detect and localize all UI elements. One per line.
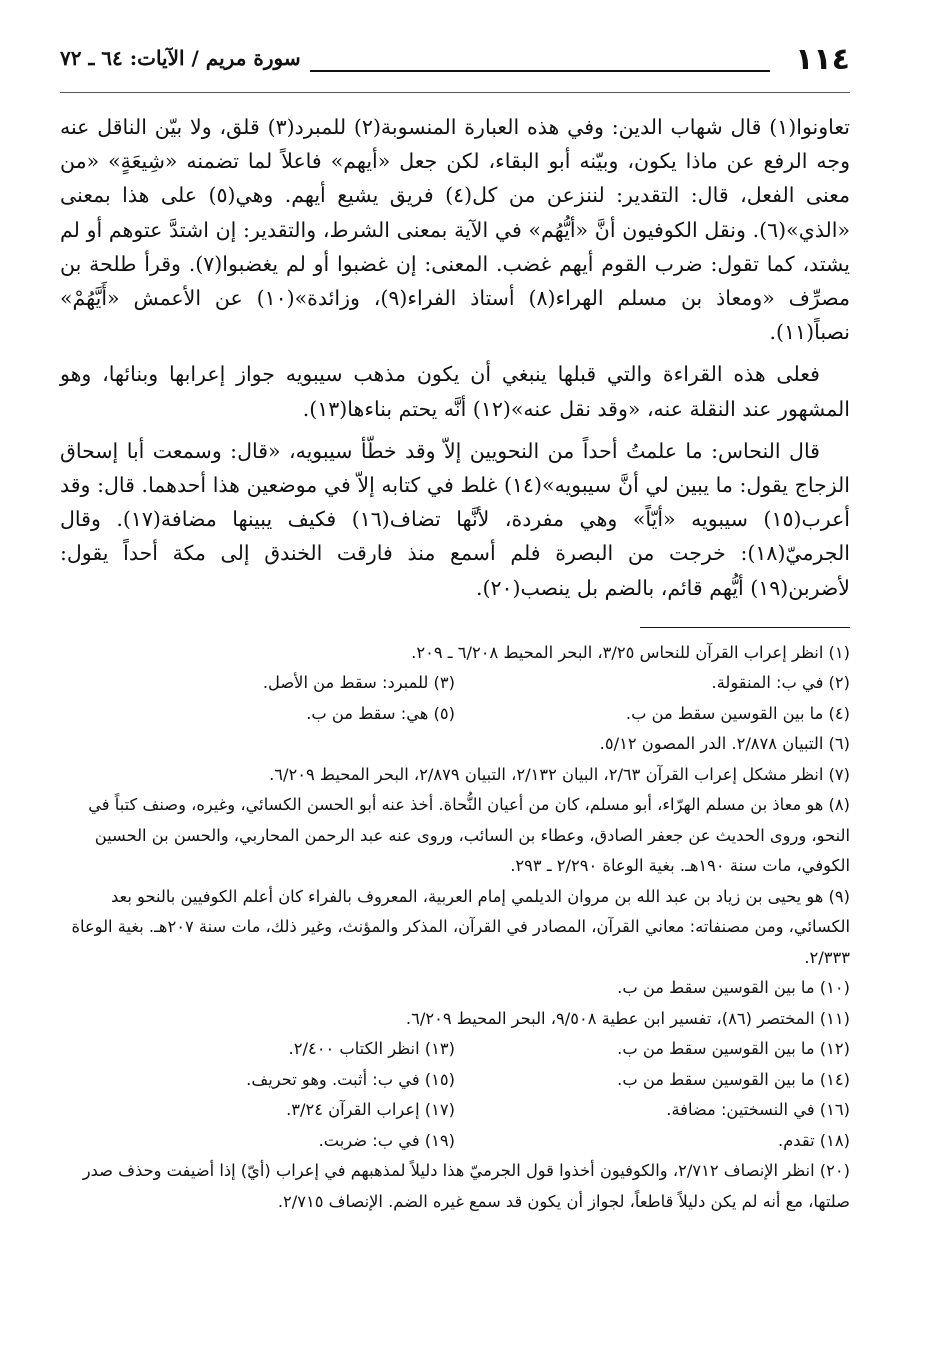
footnote: (٥) هي: سقط من ب. xyxy=(306,703,455,723)
footnote: (١٧) إعراب القرآن ٣/٢٤. xyxy=(286,1100,455,1120)
footnote: (١١) المختصر (٨٦)، تفسير ابن عطية ٩/٥٠٨، البحر المحيط ٦/٢٠٩. xyxy=(405,1008,850,1028)
footnote-row xyxy=(60,1034,850,1065)
paragraph: قال النحاس: ما علمتُ أحداً من النحويين إلاّ وقد خطّأ سيبويه، «قال: وسمعت أبا إسحاق الزجاج يقول: ما يبين لي أنَّ سيبويه»(١٤) غلط في كتابه إلاّ في موضعين هذا أحدهما. قال: وقد أعرب(١٥) سيبويه «أيّاً» وهي مفردة، لأنَّها تضاف(١٦) فكيف يبينها مضافة(١٧). وقال الجرميّ(١٨): خرجت من البصرة فلم أسمع منذ فارقت الخندق إلى مكة أحداً يقول: لأضربن(١٩) أيُّهم قائم، بالضم بل ينصب(٢٠). xyxy=(60,438,851,600)
footnote-row xyxy=(60,1095,850,1126)
page-number: ١١٤ xyxy=(795,42,850,77)
footnote: (٨) هو معاذ بن مسلم الهرّاء، أبو مسلم، كان من أعيان النُّحاة. أخذ عنه أبو الحسن الكسائي، وغيره، وصنف كتباً في النحو، وروى الحديث عن جعفر الصادق، وعطاء بن السائب، وروى عنه عبد الرحمن المحاربي، والحسن بن الحسين الكوفي، مات سنة ١٩٠هـ. بغية الوعاة ٢/٢٩٠ ـ ٢٩٣. xyxy=(88,795,850,876)
footnote: (١) انظر إعراب القرآن للنحاس ٣/٢٥، البحر المحيط ٦/٢٠٨ ـ ٢٠٩. xyxy=(411,642,850,662)
page xyxy=(60,40,850,1217)
footnote-row xyxy=(60,668,850,699)
footnotes xyxy=(60,638,850,1218)
footnote-separator xyxy=(640,627,850,628)
footnote: (١٣) انظر الكتاب ٢/٤٠٠. xyxy=(288,1039,455,1059)
footnote: (١٠) ما بين القوسين سقط من ب. xyxy=(617,978,850,998)
footnote: (٦) التبيان ٢/٨٧٨. الدر المصون ٥/١٢. xyxy=(599,734,850,754)
paragraph: تعاونوا(١) قال شهاب الدين: وفي هذه العبارة المنسوبة(٢) للمبرد(٣) قلق، ولا بيّن الناقل عنه وجه الرفع عن ماذا يكون، وبيّنه أبو البقاء، لكن جعل «أيهم» فاعلاً لما تضمنه «شِيعَةٍ» «من معنى الفعل، قال: التقدير: لننزعن من كل(٤) فريق يشيع أيهم. وهي(٥) على هذا بمعنى «الذي»(٦). ونقل الكوفيون أنَّ «أيُّهُم» في الآية بمعنى الشرط، والتقدير: إن اشتدَّ عتوهم أو لم يشتد، كما تقول: ضرب القوم أيهم غضب. المعنى: إن غضبوا أو لم يغضبوا(٧). وقرأ طلحة بن مصرِّف «ومعاذ بن مسلم الهراء(٨) أستاذ الفراء(٩)، وزائدة»(١٠) عن الأعمش «أَيَّهُمْ» نصباً(١١). xyxy=(60,115,851,345)
page-header xyxy=(60,40,850,84)
header-divider xyxy=(60,92,850,93)
footnote: (١٢) ما بين القوسين سقط من ب. xyxy=(617,1039,850,1059)
footnote: (١٥) في ب: أثبت. وهو تحريف. xyxy=(246,1069,455,1089)
footnote: (٧) انظر مشكل إعراب القرآن ٢/٦٣، البيان ٢/١٣٢، التبيان ٢/٨٧٩، البحر المحيط ٦/٢٠٩. xyxy=(269,764,850,784)
footnote: (٢٠) انظر الإنصاف ٢/٧١٢، والكوفيون أخذوا قول الجرميّ هذا دليلاً لمذهبهم في إعراب (أيّ) إذا أضيفت وحذف صدر صلتها، مع أنه لم يكن دليلاً قاطعاً، لجواز أن يكون قد سمع غيره الضم. الإنصاف ٢/٧١٥. xyxy=(82,1161,850,1211)
main-text xyxy=(60,110,850,605)
running-title: سورة مريم / الآيات: ٦٤ ـ ٧٢ xyxy=(60,46,301,70)
footnote: (١٨) تقدم. xyxy=(778,1130,850,1150)
footnote: (١٩) في ب: ضربت. xyxy=(318,1130,455,1150)
footnote-row xyxy=(60,1126,850,1157)
footnote: (٢) في ب: المنقولة. xyxy=(711,673,850,693)
header-rule xyxy=(310,70,770,72)
footnote: (٣) للمبرد: سقط من الأصل. xyxy=(262,673,455,693)
footnote: (١٦) في النسختين: مضافة. xyxy=(666,1100,850,1120)
footnote-row xyxy=(60,1065,850,1096)
footnote: (١٤) ما بين القوسين سقط من ب. xyxy=(617,1069,850,1089)
footnote: (٤) ما بين القوسين سقط من ب. xyxy=(625,703,850,723)
footnote: (٩) هو يحيى بن زياد بن عبد الله بن مروان الديلمي إمام العربية، المعروف بالفراء كان أعلم الكوفيين بالنحو بعد الكسائي، ومن مصنفاته: معاني القرآن، المصادر في القرآن، المذكر والمؤنث، وغير ذلك، مات سنة ٢٠٧هـ. بغية الوعاة ٢/٣٣٣. xyxy=(71,886,850,967)
footnote-row xyxy=(60,699,850,730)
paragraph: فعلى هذه القراءة والتي قبلها ينبغي أن يكون مذهب سيبويه جواز إعرابها وبنائها، وهو المشهور عند النقلة عنه، «وقد نقل عنه»(١٢) أنَّه يحتم بناءها(١٣). xyxy=(60,362,850,421)
